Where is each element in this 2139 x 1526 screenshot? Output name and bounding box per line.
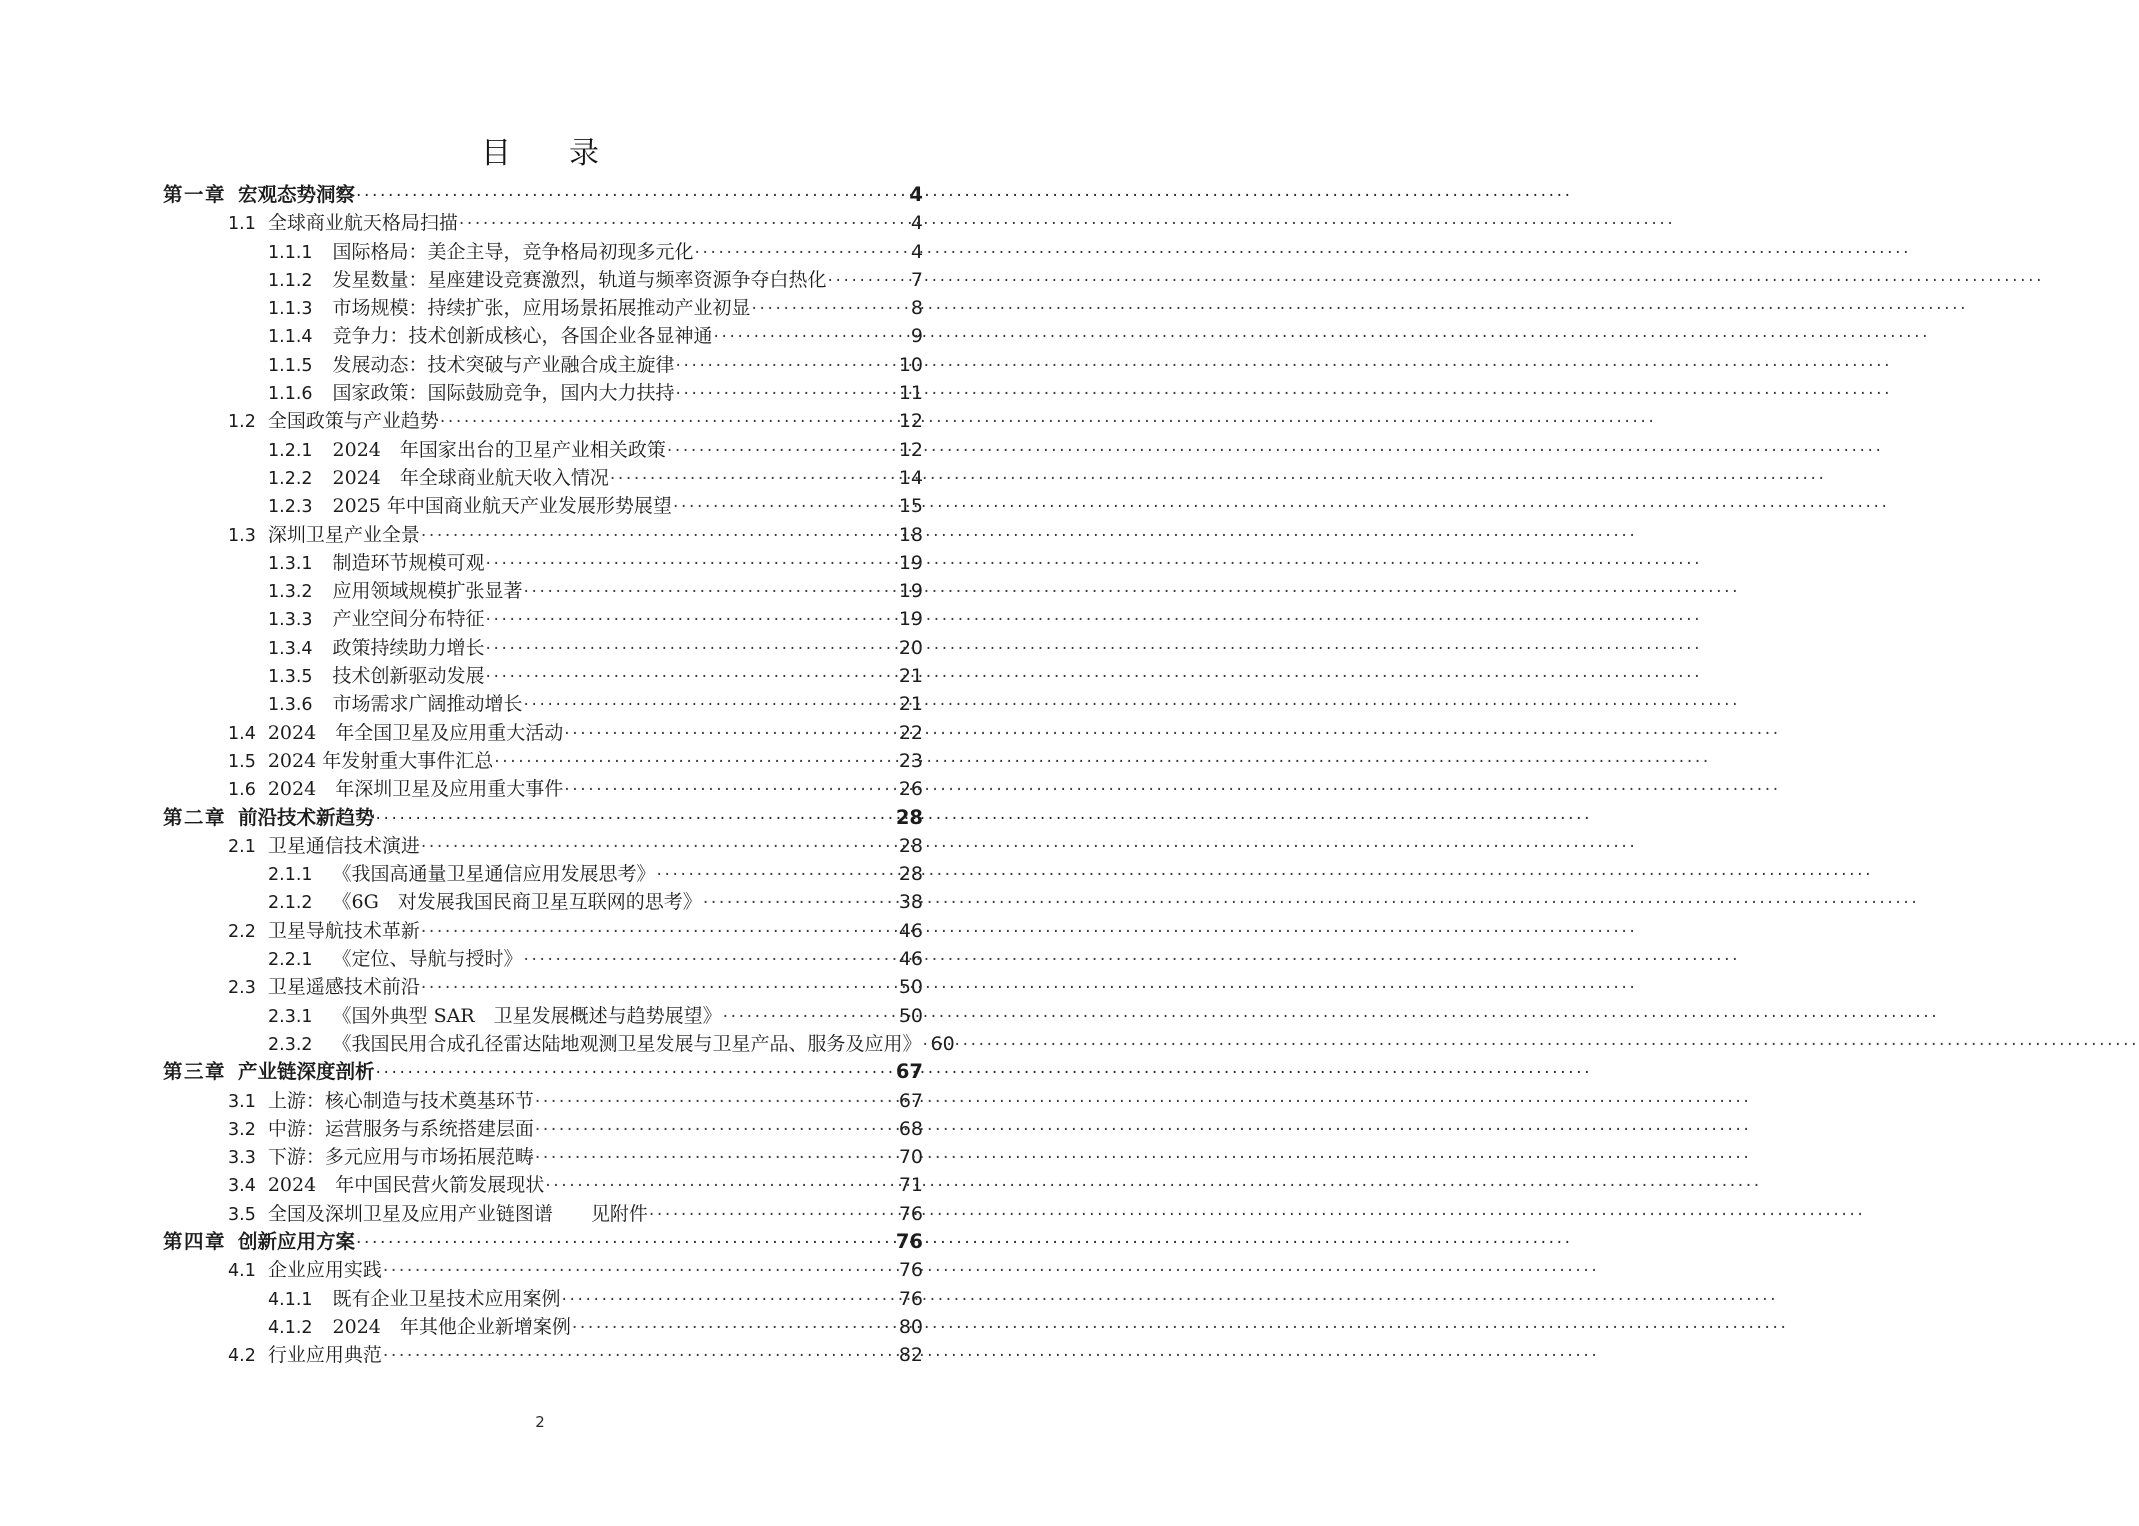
toc-entry-label (228, 832, 420, 861)
toc-entry-text: 2024 年中国民营火箭发展现状 (267, 1174, 545, 1197)
toc-entry-text: 深圳卫星产业全景 (267, 523, 420, 546)
toc-entry-page: 21 (898, 693, 923, 716)
toc-entry-number: 2.3.1 (268, 1006, 313, 1027)
toc-entry-number: 3.2 (228, 1119, 256, 1140)
toc-entry-label (163, 181, 355, 209)
toc-entry-label (268, 945, 523, 974)
dot-leader (723, 1002, 897, 1022)
toc-entry-page: 28 (898, 863, 923, 886)
dot-leader (535, 1143, 897, 1163)
dot-leader (703, 888, 897, 908)
toc-entry-number: 第一章 (163, 183, 227, 206)
toc-entry-page: 50 (898, 976, 923, 999)
toc-entry-number: 1.5 (228, 751, 256, 772)
toc-entry-text: 创新应用方案 (238, 1229, 356, 1253)
toc-entry-text: 卫星导航技术革新 (267, 919, 420, 942)
toc-entry-text: 2024 年国家出台的卫星产业相关政策 (332, 438, 666, 461)
toc-entry-label (268, 662, 485, 691)
dot-leader (421, 973, 897, 993)
toc-entry-text: 上游：核心制造与技术奠基环节 (267, 1089, 534, 1112)
toc-entry-text: 竞争力：技术创新成核心，各国企业各显神通 (332, 325, 713, 348)
toc-entry[interactable] (228, 973, 923, 1001)
dot-leader (421, 917, 897, 937)
dot-leader (572, 1313, 897, 1333)
dot-leader (440, 407, 897, 427)
toc-entry-label (163, 804, 375, 832)
toc-entry-number: 2.3.2 (268, 1034, 313, 1055)
toc-entry-label (163, 1058, 375, 1086)
toc-entry-text: 《定位、导航与授时》 (332, 948, 523, 971)
dot-leader (486, 662, 897, 682)
toc-entry-number: 3.4 (228, 1176, 256, 1197)
toc-entry-page: 12 (898, 410, 923, 433)
dot-leader (486, 634, 897, 654)
toc-entry-text: 产业空间分布特征 (332, 608, 485, 631)
toc-entry-text: 应用领域规模扩张显著 (332, 580, 523, 603)
toc-entry[interactable] (268, 322, 923, 350)
toc-entry-number: 1.3.1 (268, 553, 313, 574)
toc-entry-page: 19 (898, 608, 923, 631)
toc-entry[interactable] (268, 945, 923, 973)
toc-entry-label (228, 407, 439, 436)
dot-leader (486, 605, 897, 625)
toc-entry[interactable] (228, 1171, 923, 1199)
toc-entry-number: 2.1 (228, 836, 256, 857)
toc-entry-number: 1.2.1 (268, 440, 313, 461)
toc-entry[interactable] (228, 1087, 923, 1115)
toc-entry-text: 政策持续助力增长 (332, 636, 485, 659)
toc-entry-text: 既有企业卫星技术应用案例 (332, 1287, 561, 1310)
dot-leader (376, 804, 894, 824)
dot-leader (524, 945, 897, 965)
dot-leader (535, 1115, 897, 1135)
toc-entry[interactable] (228, 747, 923, 775)
toc-entry-text: 国际格局：美企主导，竞争格局初现多元化 (332, 240, 694, 263)
toc-entry-label (268, 294, 751, 323)
toc-entry[interactable] (268, 888, 923, 916)
toc-entry-number: 4.1.1 (268, 1289, 313, 1310)
toc-entry-number: 第四章 (163, 1229, 227, 1253)
dot-leader (676, 351, 897, 371)
toc-entry-page: 19 (898, 580, 923, 603)
toc-entry-page: 46 (898, 919, 923, 942)
toc-entry-text: 卫星通信技术演进 (267, 834, 420, 857)
toc-entry[interactable] (228, 407, 923, 435)
toc-entry-text: 2024 年发射重大事件汇总 (267, 749, 494, 772)
dot-leader (383, 1341, 897, 1361)
toc-entry-page: 7 (910, 268, 923, 291)
toc-entry-text: 《我国民用合成孔径雷达陆地观测卫星发展与卫星产品、服务及应用》 (332, 1032, 922, 1055)
toc-entry-label (268, 322, 713, 351)
toc-entry[interactable] (268, 266, 923, 294)
toc-entry-page: 50 (898, 1004, 923, 1027)
toc-entry-page: 70 (898, 1146, 923, 1169)
toc-entry[interactable] (228, 775, 923, 803)
toc-entry-number: 2.2.1 (268, 950, 313, 971)
toc-entry-label (228, 521, 420, 550)
dot-leader (657, 860, 897, 880)
toc-entry-number: 1.1.5 (268, 355, 313, 376)
dot-leader (676, 379, 897, 399)
toc-entry[interactable] (268, 549, 923, 577)
toc-entry-text: 全国及深圳卫星及应用产业链图谱 见附件 (267, 1202, 648, 1225)
toc-entry-label (228, 1256, 382, 1285)
toc-entry-page: 71 (898, 1174, 923, 1197)
toc-entry-number: 4.1.2 (268, 1317, 313, 1338)
dot-leader (649, 1200, 897, 1220)
toc-entry-label (228, 1143, 534, 1172)
toc-entry-page: 82 (898, 1344, 923, 1367)
toc-entry[interactable] (268, 605, 923, 633)
dot-leader (564, 775, 897, 795)
toc-entry-number: 1.3.5 (268, 667, 313, 688)
toc-entry[interactable] (228, 1256, 923, 1284)
toc-entry-number: 4.1 (228, 1261, 256, 1282)
toc-entry[interactable] (268, 351, 923, 379)
toc-entry-label (228, 719, 563, 748)
toc-entry-number: 1.3 (228, 525, 256, 546)
dot-leader (356, 1228, 894, 1248)
toc-entry-number: 1.2.2 (268, 468, 313, 489)
toc-entry-label (268, 549, 485, 578)
toc-entry-label (268, 464, 609, 493)
dot-leader (752, 294, 897, 314)
toc-entry-text: 国家政策：国际鼓励竞争，国内大力扶持 (332, 382, 675, 405)
dot-leader (421, 521, 897, 541)
toc-entry-page: 67 (898, 1089, 923, 1112)
toc-entry-label (268, 266, 827, 295)
dot-leader (714, 322, 897, 342)
toc-entry-label (228, 209, 458, 238)
toc-entry-number: 1.1.2 (268, 270, 313, 291)
toc-entry[interactable] (268, 1313, 923, 1341)
toc-entry[interactable] (268, 1030, 955, 1058)
toc-entry-text: 2025 年中国商业航天产业发展形势展望 (332, 495, 672, 518)
toc-entry[interactable] (268, 436, 923, 464)
toc-entry-page: 80 (898, 1315, 923, 1338)
toc-entry-label (268, 351, 675, 380)
dot-leader (421, 832, 897, 852)
toc-entry[interactable] (228, 1200, 923, 1228)
toc-entry-text: 前沿技术新趋势 (238, 805, 375, 829)
toc-entry[interactable] (163, 804, 923, 832)
dot-leader (524, 577, 897, 597)
toc-entry-number: 1.6 (228, 780, 256, 801)
toc-entry[interactable] (228, 1143, 923, 1171)
toc-entry[interactable] (268, 860, 923, 888)
dot-leader (356, 181, 897, 201)
toc-entry-text: 宏观态势洞察 (238, 183, 356, 206)
toc-entry[interactable] (228, 832, 923, 860)
toc-entry-label (268, 436, 666, 465)
toc-entry[interactable] (268, 1002, 923, 1030)
toc-entry-page: 4 (909, 183, 923, 206)
toc-entry-text: 2024 年其他企业新增案例 (332, 1315, 571, 1338)
toc-entry-label (268, 1002, 722, 1031)
toc-entry-label (228, 917, 420, 946)
toc-entry-label (228, 973, 420, 1002)
toc-entry[interactable] (268, 1285, 923, 1313)
toc-entry-text: 行业应用典范 (267, 1344, 382, 1367)
toc-entry-page: 11 (898, 382, 923, 405)
toc-entry-label (268, 379, 675, 408)
toc-entry-page: 76 (898, 1287, 923, 1310)
toc-entry-label (268, 605, 485, 634)
toc-entry-text: 卫星遥感技术前沿 (267, 976, 420, 999)
toc-entry-number: 3.3 (228, 1148, 256, 1169)
toc-entry-page: 20 (898, 636, 923, 659)
toc-entry-number: 3.1 (228, 1091, 256, 1112)
toc-entry-text: 发星数量：星座建设竞赛激烈，轨道与频率资源争夺白热化 (332, 268, 827, 291)
toc-entry-page: 26 (898, 778, 923, 801)
toc-entry-label (228, 1115, 534, 1144)
toc-entry-text: 全国政策与产业趋势 (267, 410, 439, 433)
dot-leader (459, 209, 897, 229)
toc-entry-page: 28 (895, 805, 923, 829)
toc-entry-number: 2.3 (228, 978, 256, 999)
toc-entry-text: 下游：多元应用与市场拓展范畴 (267, 1146, 534, 1169)
toc-entry-number: 1.3.2 (268, 582, 313, 603)
toc-entry-number: 1.2 (228, 412, 256, 433)
toc-entry-page: 4 (910, 212, 923, 235)
dot-leader (486, 549, 897, 569)
toc-entry-page: 8 (910, 297, 923, 320)
toc-entry-text: 《6G 对发展我国民商卫星互联网的思考》 (332, 891, 702, 914)
toc-entry-text: 2024 年全国卫星及应用重大活动 (267, 721, 564, 744)
toc-entry-label (163, 1228, 355, 1256)
toc-entry-page: 68 (898, 1117, 923, 1140)
toc-entry-number: 第二章 (163, 805, 227, 829)
toc-entry-page: 9 (910, 325, 923, 348)
dot-leader (376, 1058, 894, 1078)
toc-entry[interactable] (268, 379, 923, 407)
dot-leader (545, 1171, 897, 1191)
toc-entry-number: 1.1 (228, 214, 256, 235)
toc-entry-label (228, 775, 563, 804)
toc-entry-number: 1.3.3 (268, 610, 313, 631)
toc-entry[interactable] (163, 1058, 923, 1086)
dot-leader (524, 690, 897, 710)
toc-entry-number: 3.5 (228, 1204, 256, 1225)
toc-entry-text: 企业应用实践 (267, 1259, 382, 1282)
dot-leader (923, 1030, 929, 1050)
toc-entry[interactable] (268, 577, 923, 605)
toc-entry-label (268, 1285, 561, 1314)
toc-entry-label (268, 492, 672, 521)
toc-entry-label (228, 1171, 544, 1200)
toc-entry-label (268, 238, 694, 267)
toc-entry-page: 14 (898, 466, 923, 489)
toc-entry-page: 76 (895, 1229, 923, 1253)
table-of-contents (163, 181, 955, 1369)
dot-leader (535, 1087, 897, 1107)
toc-entry-number: 1.3.6 (268, 695, 313, 716)
toc-entry-number: 第三章 (163, 1060, 227, 1084)
toc-entry[interactable] (268, 294, 923, 322)
toc-entry-text: 产业链深度剖析 (238, 1060, 375, 1084)
toc-entry-text: 《国外典型 SAR 卫星发展概述与趋势展望》 (332, 1004, 722, 1027)
toc-entry[interactable] (228, 917, 923, 945)
toc-entry[interactable] (228, 719, 923, 747)
toc-entry-text: 市场规模：持续扩张，应用场景拓展推动产业初显 (332, 297, 751, 320)
toc-entry-label (268, 1313, 571, 1342)
toc-entry-number: 1.3.4 (268, 638, 313, 659)
toc-entry[interactable] (268, 464, 923, 492)
toc-entry[interactable] (163, 1228, 923, 1256)
toc-entry-label (268, 888, 702, 917)
toc-entry[interactable] (268, 238, 923, 266)
toc-entry-page: 67 (895, 1060, 923, 1084)
toc-entry-text: 2024 年全球商业航天收入情况 (332, 466, 609, 489)
toc-entry-text: 发展动态：技术突破与产业融合成主旋律 (332, 353, 675, 376)
toc-entry-label (228, 747, 493, 776)
toc-entry[interactable] (268, 492, 923, 520)
toc-entry-page: 12 (898, 438, 923, 461)
toc-entry[interactable] (268, 662, 923, 690)
toc-entry-label (268, 577, 523, 606)
toc-entry-page: 10 (898, 353, 923, 376)
page-title: 目 录 (481, 136, 613, 171)
toc-entry-number: 1.1.6 (268, 384, 313, 405)
toc-entry-label (228, 1200, 648, 1229)
toc-entry-text: 中游：运营服务与系统搭建层面 (267, 1117, 534, 1140)
toc-entry-text: 2024 年深圳卫星及应用重大事件 (267, 778, 564, 801)
toc-entry-number: 1.2.3 (268, 497, 313, 518)
toc-entry-page: 22 (898, 721, 923, 744)
toc-entry-number: 2.1.2 (268, 893, 313, 914)
toc-entry-label (268, 1030, 922, 1059)
dot-leader (494, 747, 897, 767)
toc-entry-page: 76 (898, 1202, 923, 1225)
toc-entry-text: 全球商业航天格局扫描 (267, 212, 458, 235)
dot-leader (667, 436, 897, 456)
toc-entry-number: 1.1.3 (268, 299, 313, 320)
toc-entry[interactable] (268, 634, 923, 662)
toc-entry[interactable] (228, 1115, 923, 1143)
toc-entry[interactable] (228, 1341, 923, 1369)
toc-entry-label (228, 1341, 382, 1370)
toc-entry-number: 1.4 (228, 723, 256, 744)
toc-entry[interactable] (228, 521, 923, 549)
toc-entry-page: 23 (898, 749, 923, 772)
toc-entry-page: 46 (898, 948, 923, 971)
dot-leader (695, 238, 897, 258)
toc-entry-page: 4 (910, 240, 923, 263)
toc-entry-page: 38 (898, 891, 923, 914)
toc-entry[interactable] (268, 690, 923, 718)
toc-entry-label (268, 690, 523, 719)
toc-entry-number: 4.2 (228, 1346, 256, 1367)
toc-entry-number: 1.1.4 (268, 327, 313, 348)
toc-entry-number: 1.1.1 (268, 242, 313, 263)
dot-leader (610, 464, 897, 484)
toc-entry-text: 《我国高通量卫星通信应用发展思考》 (332, 863, 656, 886)
toc-entry-page: 60 (930, 1032, 955, 1055)
dot-leader (828, 266, 897, 286)
toc-entry-page: 15 (898, 495, 923, 518)
dot-leader (564, 719, 897, 739)
toc-entry-label (268, 634, 485, 663)
toc-entry-text: 制造环节规模可观 (332, 551, 485, 574)
dot-leader (383, 1256, 897, 1276)
toc-entry[interactable] (163, 181, 923, 209)
toc-entry-page: 19 (898, 551, 923, 574)
toc-entry-number: 2.1.1 (268, 865, 313, 886)
toc-entry-page: 21 (898, 665, 923, 688)
toc-entry-text: 技术创新驱动发展 (332, 665, 485, 688)
toc-entry[interactable] (228, 209, 923, 237)
dot-leader (562, 1285, 897, 1305)
page-number-footer: 2 (535, 1413, 545, 1431)
toc-entry-page: 18 (898, 523, 923, 546)
toc-entry-label (268, 860, 656, 889)
toc-entry-page: 76 (898, 1259, 923, 1282)
dot-leader (673, 492, 897, 512)
toc-entry-text: 市场需求广阔推动增长 (332, 693, 523, 716)
toc-entry-label (228, 1087, 534, 1116)
toc-entry-number: 2.2 (228, 921, 256, 942)
toc-entry-page: 28 (898, 834, 923, 857)
